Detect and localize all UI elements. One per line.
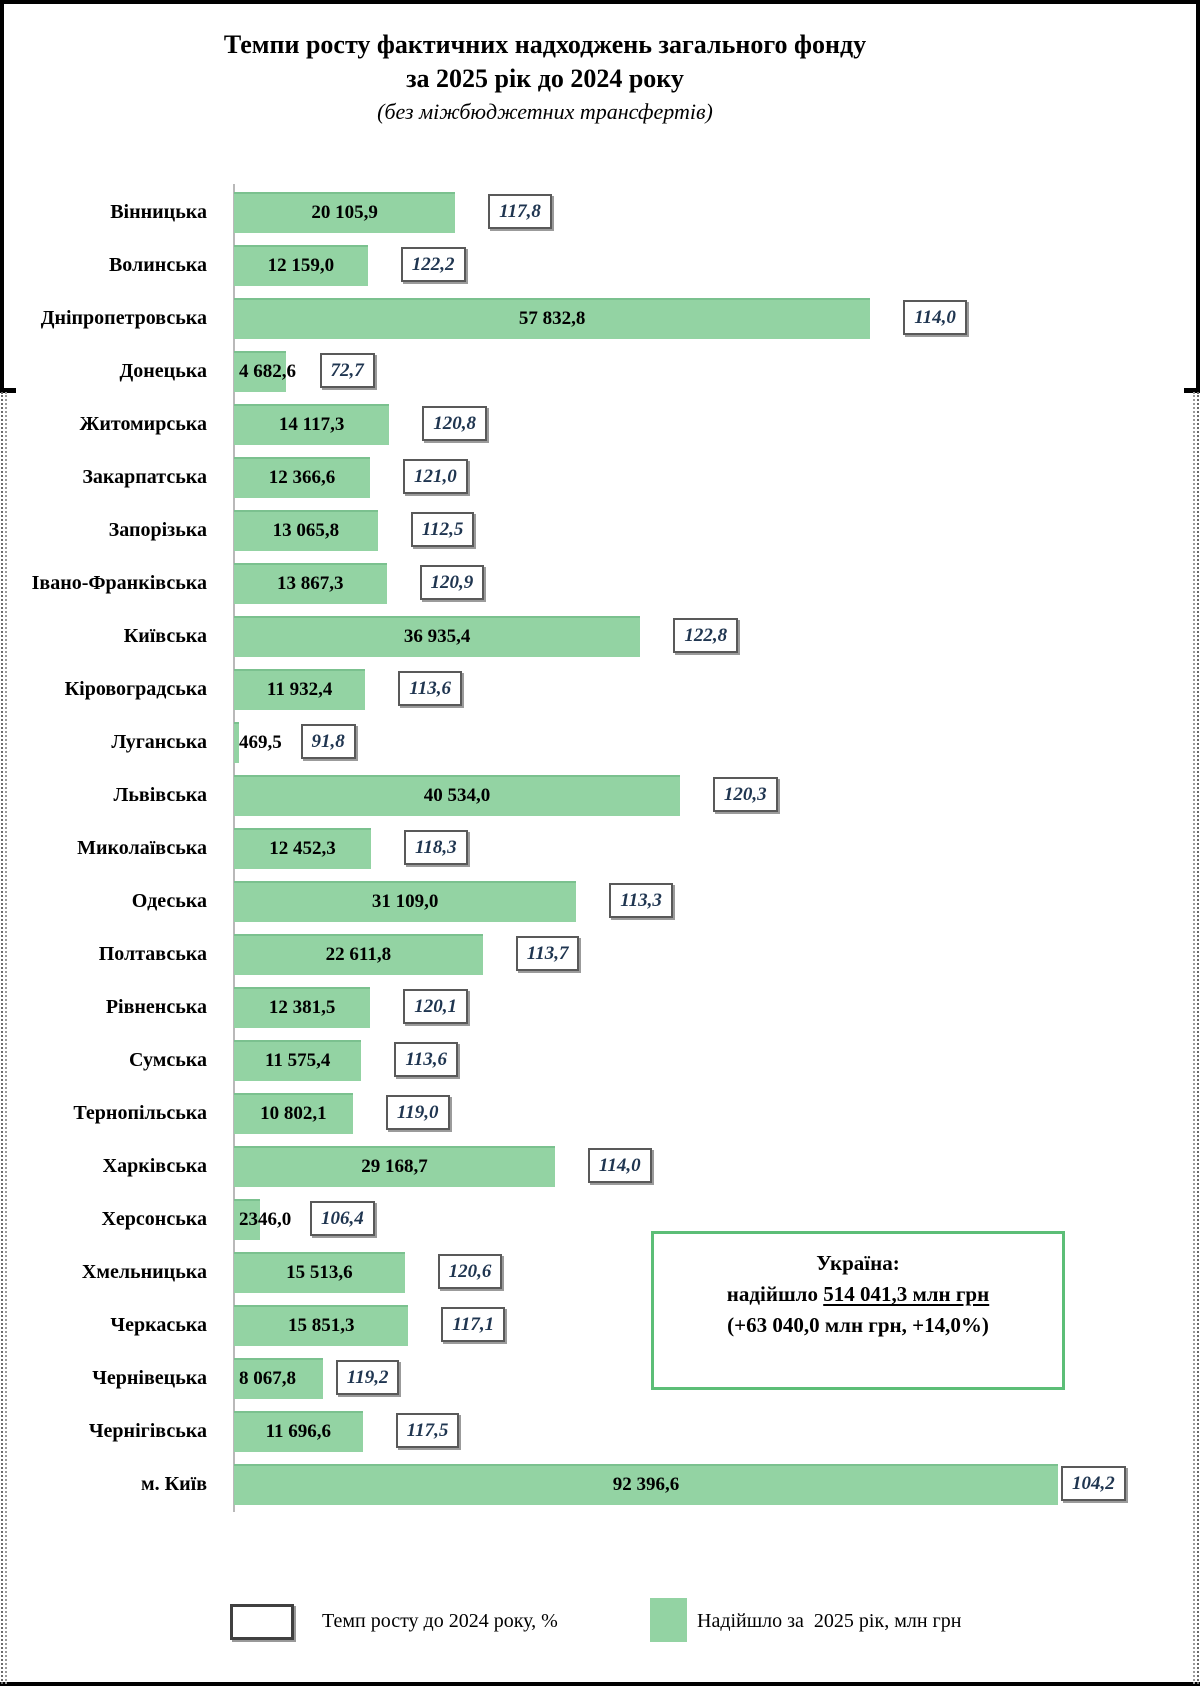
chart-row — [233, 610, 1163, 663]
region-label: Луганська — [111, 731, 207, 753]
legend-value-label: Надійшло за 2025 рік, млн грн — [697, 1610, 962, 1632]
bar-value-label: 2346,0 — [239, 1209, 292, 1230]
rate-box: 120,9 — [420, 565, 485, 600]
legend — [0, 1598, 1200, 1658]
rate-box: 113,6 — [394, 1042, 458, 1077]
rate-box: 120,1 — [403, 989, 468, 1024]
chart-row — [233, 1405, 1163, 1458]
annotation-total-value: 514 041,3 млн грн — [823, 1282, 990, 1306]
bar-value-label: 36 935,4 — [403, 626, 471, 647]
rate-box: 113,6 — [398, 671, 462, 706]
chart-row — [233, 292, 1163, 345]
rate-box: 120,8 — [422, 406, 487, 441]
rate-box: 104,2 — [1061, 1466, 1126, 1501]
chart-row — [233, 769, 1163, 822]
chart-row — [233, 1140, 1163, 1193]
chart-row — [233, 345, 1163, 398]
rate-box: 122,2 — [401, 247, 466, 282]
ukraine-total-annotation — [651, 1231, 1065, 1390]
bar-value-label: 15 851,3 — [287, 1315, 355, 1336]
region-label: Запорізька — [108, 519, 207, 541]
chart-row — [233, 1458, 1163, 1511]
bar-value-label: 13 867,3 — [277, 573, 344, 594]
chart-subtitle: (без міжбюджетних трансфертів) — [377, 99, 713, 124]
region-label: Чернігівська — [88, 1420, 207, 1442]
bar-value-label: 12 366,6 — [268, 467, 336, 488]
annotation-line3: (+63 040,0 млн грн, +14,0%) — [727, 1313, 989, 1337]
bar-value-label: 8 067,8 — [239, 1368, 296, 1389]
bar-value-label: 29 168,7 — [361, 1156, 428, 1177]
chart-title-line2: за 2025 рік до 2024 року — [406, 64, 684, 93]
rate-box: 114,0 — [903, 300, 967, 335]
bar-value-label: 11 696,6 — [265, 1421, 332, 1442]
bar-value-label: 20 105,9 — [311, 202, 378, 223]
chart-row — [233, 875, 1163, 928]
bar-value-label: 10 802,1 — [260, 1103, 327, 1124]
bar-value-label: 22 611,8 — [325, 944, 392, 965]
annotation-line1: Україна: — [816, 1251, 900, 1275]
page-border-top — [0, 0, 1200, 4]
rate-box: 113,3 — [609, 883, 673, 918]
region-label: Вінницька — [110, 201, 207, 223]
chart-row — [233, 928, 1163, 981]
bar-value-label: 92 396,6 — [612, 1474, 680, 1495]
region-label: Хмельницька — [81, 1261, 207, 1283]
rate-box: 72,7 — [320, 353, 375, 388]
rate-box: 117,8 — [488, 194, 552, 229]
chart-row — [233, 822, 1163, 875]
chart-row — [233, 716, 1163, 769]
legend-rate-label: Темп росту до 2024 року, % — [322, 1610, 558, 1632]
chart-title-line1: Темпи росту фактичних надходжень загального фонду — [223, 30, 867, 59]
annotation-line2 — [654, 1279, 1062, 1310]
bar-value-label: 13 065,8 — [272, 520, 340, 541]
region-label: Одеська — [131, 890, 207, 912]
page-border-right — [1196, 0, 1200, 392]
rate-box: 119,2 — [336, 1360, 400, 1395]
chart-row — [233, 186, 1163, 239]
region-labels-column — [0, 186, 207, 1511]
page-border-dotted-right — [1193, 392, 1195, 1684]
rate-box: 113,7 — [516, 936, 580, 971]
bar-value-label: 31 109,0 — [371, 891, 439, 912]
annotation-line2-prefix: надійшло — [726, 1282, 824, 1306]
region-label: Дніпропетровська — [40, 307, 207, 329]
legend-value-swatch — [650, 1598, 687, 1642]
rate-box: 121,0 — [403, 459, 468, 494]
bar-value-label: 12 159,0 — [267, 255, 335, 276]
region-label: Полтавська — [98, 943, 207, 965]
chart-row — [233, 504, 1163, 557]
chart-row — [233, 398, 1163, 451]
region-label: Харківська — [102, 1155, 207, 1177]
rate-box: 106,4 — [310, 1201, 375, 1236]
rate-box: 120,6 — [438, 1254, 503, 1289]
rate-box: 112,5 — [411, 512, 475, 547]
region-label: Донецька — [119, 360, 207, 382]
region-label: Тернопільська — [73, 1102, 207, 1124]
bar-value-label: 12 452,3 — [269, 838, 336, 859]
bar-value-label: 469,5 — [239, 732, 282, 753]
chart-row — [233, 1034, 1163, 1087]
region-label: Рівненська — [105, 996, 207, 1018]
rate-box: 119,0 — [386, 1095, 450, 1130]
rate-box: 117,1 — [441, 1307, 505, 1342]
rate-box: 120,3 — [713, 777, 778, 812]
bar-value-label: 14 117,3 — [278, 414, 345, 435]
region-label: Херсонська — [101, 1208, 207, 1230]
bar-value-label: 15 513,6 — [286, 1262, 353, 1283]
page-border-dotted-right — [1197, 392, 1199, 1684]
bar-value-label: 4 682,6 — [239, 361, 296, 382]
bar-value-label: 11 575,4 — [264, 1050, 331, 1071]
chart-row — [233, 557, 1163, 610]
chart-row — [233, 663, 1163, 716]
rate-box: 118,3 — [404, 830, 468, 865]
region-label: Сумська — [129, 1049, 207, 1071]
region-label: Миколаївська — [77, 837, 207, 859]
region-label: Львівська — [113, 784, 207, 806]
region-label: Івано-Франківська — [31, 572, 207, 594]
bar-value-label: 11 932,4 — [266, 679, 333, 700]
chart-row — [233, 981, 1163, 1034]
region-label: Волинська — [108, 254, 207, 276]
bar-value-label: 57 832,8 — [518, 308, 586, 329]
region-label: Черкаська — [110, 1314, 207, 1336]
rate-box: 122,8 — [673, 618, 738, 653]
page-border-bottom — [0, 1682, 1200, 1686]
region-label: Житомирська — [79, 413, 207, 435]
legend-rate-swatch — [230, 1604, 294, 1640]
chart-row — [233, 1087, 1163, 1140]
rate-box: 91,8 — [301, 724, 356, 759]
rate-box: 117,5 — [396, 1413, 460, 1448]
region-label: Кіровоградська — [64, 678, 207, 700]
region-label: Чернівецька — [92, 1367, 207, 1389]
rate-box: 114,0 — [588, 1148, 652, 1183]
bar-value-label: 40 534,0 — [423, 785, 491, 806]
region-label: м. Київ — [140, 1473, 207, 1495]
chart-row — [233, 451, 1163, 504]
region-label: Закарпатська — [82, 466, 207, 488]
chart-title-block — [0, 28, 1090, 128]
bar-value-label: 12 381,5 — [268, 997, 336, 1018]
chart-row — [233, 239, 1163, 292]
region-label: Київська — [123, 625, 207, 647]
